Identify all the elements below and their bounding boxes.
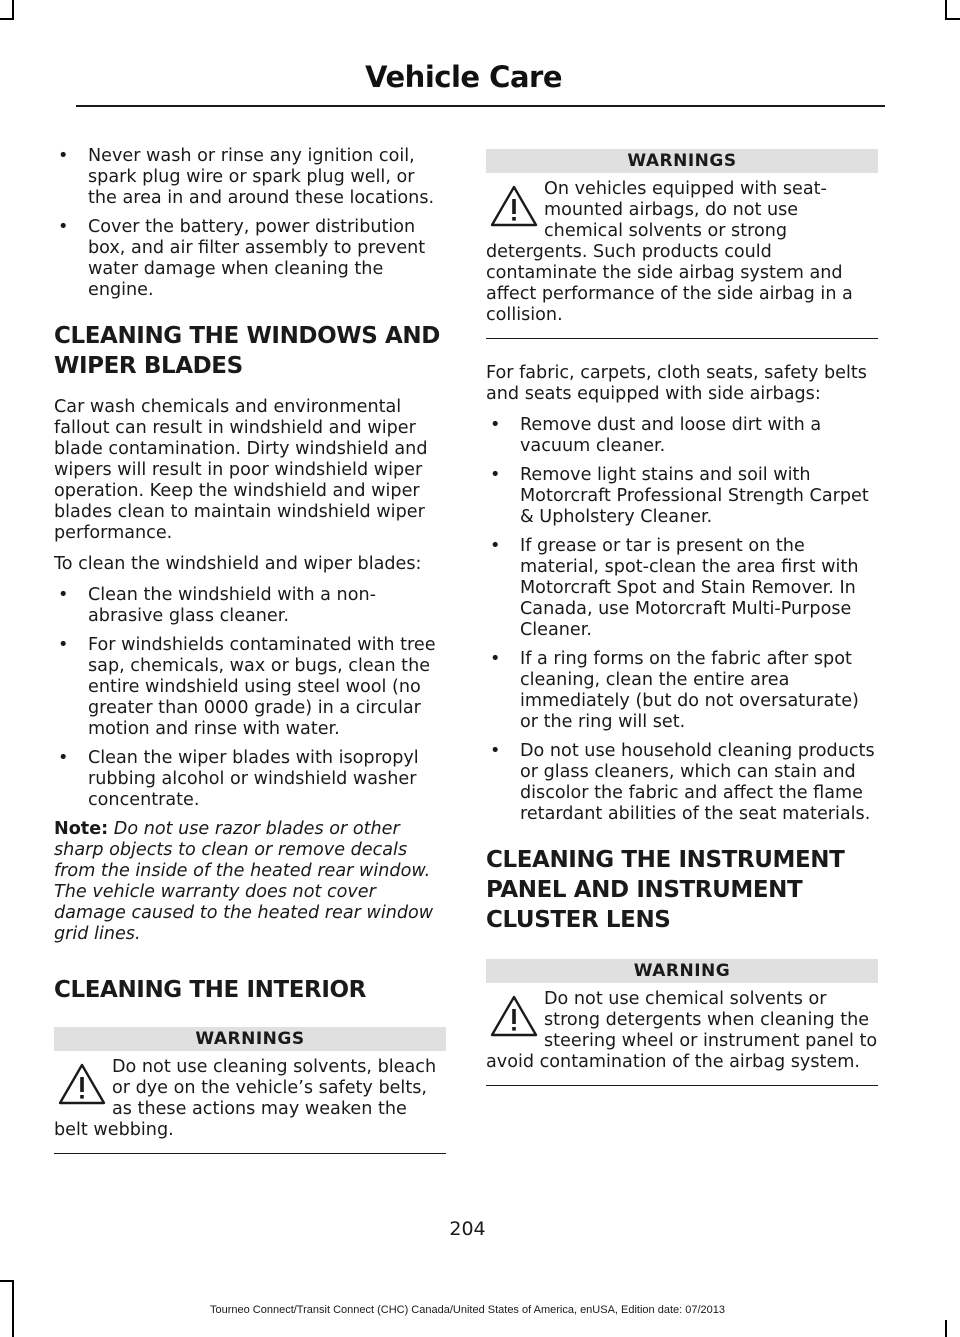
- section-heading-line: WIPER BLADES: [54, 353, 243, 379]
- crop-mark: [945, 18, 960, 20]
- section-heading-line: CLEANING THE INSTRUMENT: [486, 847, 845, 873]
- right-column: [486, 149, 878, 1110]
- bullet-list: [54, 585, 446, 811]
- bullet-list: [54, 146, 446, 301]
- note-text: Do not use razor blades or other sharp objects to clean or remove decals from the inside of the heated rear window. The vehicle warranty does not cover damage caused to the heated rear window grid lines.: [54, 819, 434, 944]
- warning-triangle-icon: [486, 989, 542, 1041]
- note: [54, 819, 446, 945]
- crop-mark: [0, 18, 14, 20]
- bullet-list: [486, 415, 878, 825]
- crop-mark: [0, 1280, 14, 1282]
- page-footer: Tourneo Connect/Transit Connect (CHC) Canada/United States of America, enUSA, Edition date: 07/2013: [209, 1304, 726, 1316]
- list-item: • For windshields contaminated with tree sap, chemicals, wax or bugs, clean the entire windshield using steel wool (no greater than 0000 grade) in a circular motion and rinse with water.: [54, 635, 446, 740]
- left-column: [54, 146, 446, 1178]
- crop-mark: [945, 0, 947, 18]
- warning-text: Do not use chemical solvents or strong detergents when cleaning the steering wheel or instrument panel to avoid contamination of the airbag system.: [486, 989, 878, 1072]
- warning-text: Do not use cleaning solvents, bleach or dye on the vehicle’s safety belts, as these actions may weaken the belt webbing.: [54, 1057, 437, 1140]
- list-item: • Never wash or rinse any ignition coil, spark plug wire or spark plug well, or the area in and around these locations.: [54, 146, 446, 209]
- note-label: Note:: [54, 819, 109, 839]
- warning-title: WARNINGS: [54, 1027, 446, 1051]
- crop-mark: [945, 1320, 947, 1337]
- section-heading: CLEANING THE INTERIOR: [54, 977, 366, 1003]
- warning-box: [486, 179, 878, 339]
- warning-title: WARNING: [486, 959, 878, 983]
- paragraph: Car wash chemicals and environmental fallout can result in windshield and wiper blade contamination. Dirty windshield and wipers will result in poor windshield wiper operation. Keep the windshield and wiper blades clean to maintain windshield wiper performance.: [54, 397, 428, 543]
- warning-box: [486, 989, 878, 1086]
- list-item: • Do not use household cleaning products or glass cleaners, which can stain and discolor the fabric and affect the flame retardant abilities of the seat materials.: [486, 741, 878, 825]
- list-item: • Clean the wiper blades with isopropyl rubbing alcohol or windshield washer concentrate.: [54, 748, 446, 811]
- section-heading: [54, 321, 446, 381]
- warning-text: On vehicles equipped with seat-mounted airbags, do not use chemical solvents or strong detergents. Such products could contaminate the side airbag system and affect performance of the side airbag in a collision.: [486, 179, 853, 325]
- page-header-title: Vehicle Care: [365, 60, 562, 94]
- warning-title: WARNINGS: [486, 149, 878, 173]
- section-heading-line: CLUSTER LENS: [486, 907, 671, 933]
- paragraph: For fabric, carpets, cloth seats, safety belts and seats equipped with side airbags:: [486, 363, 867, 404]
- list-item: • Remove dust and loose dirt with a vacuum cleaner.: [486, 415, 878, 457]
- page-number: 204: [449, 1218, 486, 1240]
- section-heading: [486, 845, 878, 935]
- list-item: • If grease or tar is present on the material, spot-clean the area first with Motorcraft Spot and Stain Remover. In Canada, use Motorcraft Multi-Purpose Cleaner.: [486, 536, 878, 641]
- list-item: • If a ring forms on the fabric after spot cleaning, clean the entire area immediately (but do not oversaturate) or the ring will set.: [486, 649, 878, 733]
- warning-triangle-icon: [54, 1057, 110, 1109]
- header-rule: [76, 105, 885, 107]
- list-item: • Clean the windshield with a non-abrasive glass cleaner.: [54, 585, 446, 627]
- list-item: • Cover the battery, power distribution box, and air filter assembly to prevent water damage when cleaning the engine.: [54, 217, 446, 301]
- list-item: • Remove light stains and soil with Motorcraft Professional Strength Carpet & Upholstery Cleaner.: [486, 465, 878, 528]
- section-heading-line: CLEANING THE WINDOWS AND: [54, 323, 440, 349]
- crop-mark: [12, 0, 14, 18]
- warning-box: [54, 1057, 446, 1154]
- warning-triangle-icon: [486, 179, 542, 231]
- paragraph: To clean the windshield and wiper blades:: [54, 554, 422, 574]
- section-heading-line: PANEL AND INSTRUMENT: [486, 877, 803, 903]
